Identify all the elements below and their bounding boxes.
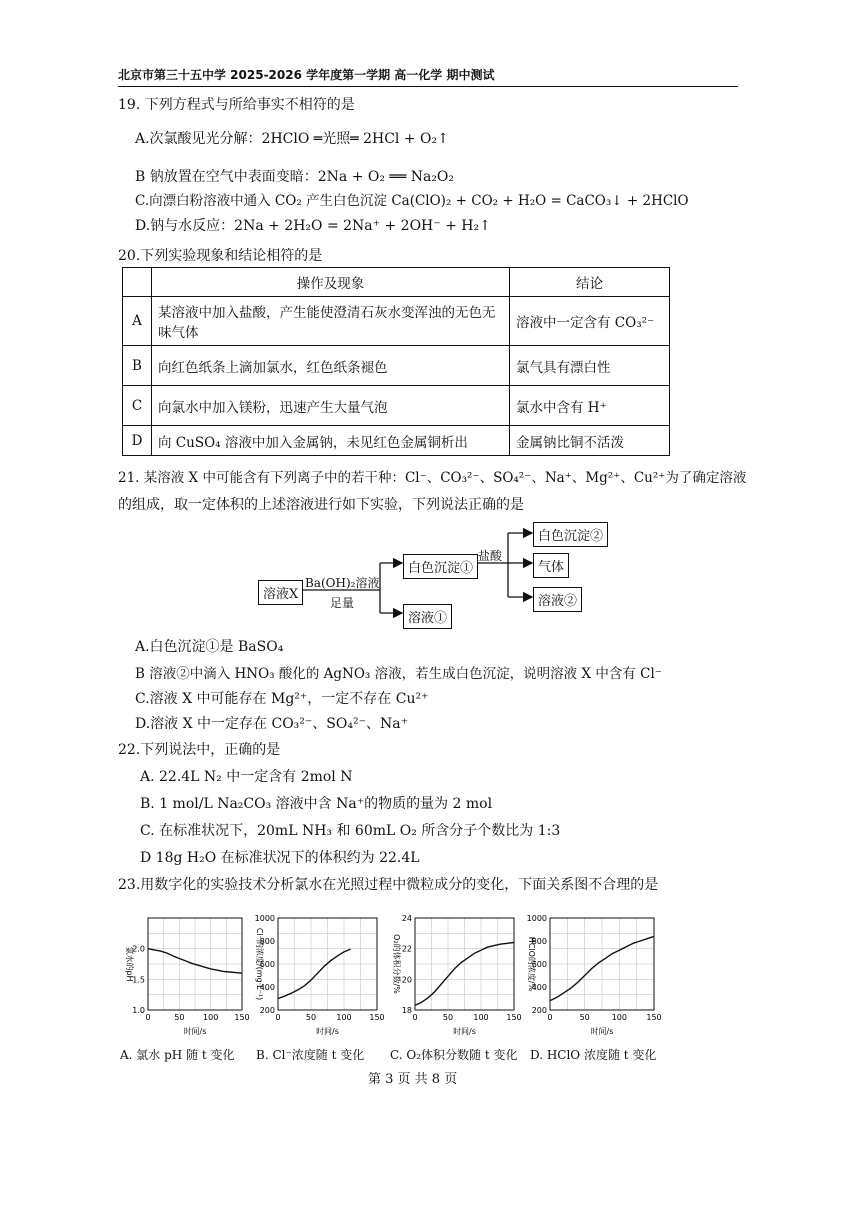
x-axis-label: 时间/s — [590, 1027, 614, 1036]
x-axis-label: 时间/s — [183, 1027, 207, 1036]
y-tick-label: 600 — [259, 960, 275, 969]
flow-precipitate-1: 白色沉淀① — [403, 554, 478, 579]
q22-option-d: D 18g H₂O 在标准状况下的体积约为 22.4L — [140, 850, 420, 866]
x-tick-label: 0 — [145, 1013, 151, 1022]
y-tick-label: 1.5 — [132, 975, 145, 985]
q23-stem: 23.用数字化的实验技术分析氯水在光照过程中微粒成分的变化，下面关系图不合理的是 — [118, 877, 659, 893]
page-footer: 第 3 页 共 8 页 — [368, 1072, 458, 1087]
q21-option-b: B 溶液②中滴入 HNO₃ 酸化的 AgNO₃ 溶液，若生成白色沉淀，说明溶液 X 中含有 Cl⁻ — [135, 666, 662, 682]
q21-option-a: A.白色沉淀①是 BaSO₄ — [135, 639, 284, 655]
chart-caption-b: B. Cl⁻浓度随 t 变化 — [256, 1048, 365, 1062]
y-tick-label: 800 — [259, 937, 275, 946]
y-tick-label: 22 — [401, 944, 412, 954]
q21-option-d: D.溶液 X 中一定存在 CO₃²⁻、SO₄²⁻、Na⁺ — [135, 716, 408, 732]
y-axis-label: HClO的浓度/% — [527, 936, 536, 992]
x-tick-label: 150 — [646, 1013, 662, 1022]
q19-option-b: B 钠放置在空气中表面变暗：2Na + O₂ ══ Na₂O₂ — [135, 169, 455, 185]
q22-stem: 22.下列说法中，正确的是 — [118, 742, 281, 758]
x-tick-label: 100 — [203, 1013, 219, 1022]
x-tick-label: 150 — [369, 1013, 385, 1022]
flow-gas: 气体 — [533, 553, 569, 578]
series-line — [278, 949, 351, 998]
q21-stem-line1: 21. 某溶液 X 中可能含有下列离子中的若干种：Cl⁻、CO₃²⁻、SO₄²⁻、Na⁺、Mg²⁺、Cu²⁺为了确定溶液 — [118, 470, 747, 486]
q21-stem-line2: 的组成，取一定体积的上述溶液进行如下实验，下列说法正确的是 — [118, 497, 524, 513]
flow-reagent-amount: 足量 — [330, 596, 355, 610]
q20-row-conclusion: 氯气具有漂白性 — [510, 346, 670, 386]
x-tick-label: 100 — [336, 1013, 352, 1022]
x-tick-label: 150 — [506, 1013, 522, 1022]
q20-header-op: 操作及现象 — [152, 268, 510, 297]
y-axis-label: O₂的体积分数/% — [392, 934, 401, 994]
q20-row-conclusion: 溶液中一定含有 CO₃²⁻ — [510, 297, 670, 346]
y-tick-label: 1000 — [526, 914, 547, 923]
y-axis-label: Cl⁻的浓度/(mg·L⁻¹) — [255, 927, 264, 1001]
x-tick-label: 50 — [442, 1013, 454, 1022]
chart-chloride — [248, 910, 383, 1040]
y-tick-label: 800 — [531, 937, 547, 946]
y-tick-label: 18 — [401, 1006, 412, 1015]
q20-row-label: A — [123, 297, 152, 346]
y-tick-label: 24 — [401, 914, 412, 923]
x-tick-label: 0 — [412, 1013, 418, 1022]
q20-stem: 20.下列实验现象和结论相符的是 — [118, 248, 323, 264]
y-tick-label: 200 — [259, 1006, 275, 1015]
table-row — [123, 426, 670, 456]
table-row — [123, 346, 670, 386]
q19-option-d: D.钠与水反应：2Na + 2H₂O = 2Na⁺ + 2OH⁻ + H₂↑ — [135, 218, 491, 234]
chart-caption-c: C. O₂体积分数随 t 变化 — [390, 1048, 518, 1062]
flow-reagent-baoh2: Ba(OH)₂溶液 — [305, 576, 380, 590]
q20-row-conclusion: 金属钠比铜不活泼 — [510, 426, 670, 456]
q20-header-conclusion: 结论 — [510, 268, 670, 297]
chart-caption-d: D. HClO 浓度随 t 变化 — [530, 1048, 657, 1062]
x-tick-label: 50 — [579, 1013, 590, 1022]
flow-precipitate-2: 白色沉淀② — [533, 522, 608, 547]
y-tick-label: 2.0 — [132, 944, 145, 954]
header-rule — [118, 86, 738, 87]
chart-ph — [118, 910, 248, 1040]
x-tick-label: 0 — [275, 1013, 281, 1022]
chart-hclo — [520, 910, 660, 1040]
y-tick-label: 1.0 — [132, 1006, 145, 1015]
q20-row-op: 向 CuSO₄ 溶液中加入金属钠，未见红色金属铜析出 — [152, 426, 510, 456]
x-tick-label: 50 — [174, 1013, 185, 1022]
flow-solution-2: 溶液② — [533, 587, 582, 612]
q19-option-c: C.向漂白粉溶液中通入 CO₂ 产生白色沉淀 Ca(ClO)₂ + CO₂ + H₂O = CaCO₃↓ + 2HClO — [135, 193, 689, 209]
q21-option-c: C.溶液 X 中可能存在 Mg²⁺，一定不存在 Cu²⁺ — [135, 691, 429, 707]
x-axis-label: 时间/s — [316, 1027, 339, 1036]
flow-solution-1: 溶液① — [403, 604, 452, 629]
x-axis-label: 时间/s — [453, 1027, 476, 1036]
x-tick-label: 100 — [611, 1013, 627, 1022]
y-tick-label: 1000 — [254, 914, 275, 923]
q19-stem: 19. 下列方程式与所给事实不相符的是 — [118, 97, 355, 113]
q20-row-op: 向氯水中加入镁粉，迅速产生大量气泡 — [152, 386, 510, 426]
y-axis-label: 氯水的pH — [125, 946, 134, 982]
flow-reagent-hcl: 盐酸 — [478, 549, 503, 563]
q22-option-c: C. 在标准状况下，20mL NH₃ 和 60mL O₂ 所含分子个数比为 1:3 — [140, 823, 561, 839]
x-tick-label: 50 — [305, 1013, 317, 1022]
q20-row-label: B — [123, 346, 152, 386]
x-tick-label: 150 — [234, 1013, 250, 1022]
y-tick-label: 200 — [531, 1006, 547, 1015]
table-row — [123, 297, 670, 346]
x-tick-label: 0 — [547, 1013, 553, 1022]
q20-row-op: 某溶液中加入盐酸，产生能使澄清石灰水变浑浊的无色无味气体 — [152, 297, 510, 346]
q20-row-op: 向红色纸条上滴加氯水，红色纸条褪色 — [152, 346, 510, 386]
flow-solution-x: 溶液X — [258, 580, 303, 605]
y-tick-label: 20 — [401, 975, 412, 985]
q20-table — [122, 267, 670, 456]
q20-row-label: D — [123, 426, 152, 456]
y-tick-label: 600 — [531, 960, 547, 969]
x-tick-label: 100 — [473, 1013, 489, 1022]
chart-caption-a: A. 氯水 pH 随 t 变化 — [120, 1048, 235, 1062]
q22-option-b: B. 1 mol/L Na₂CO₃ 溶液中含 Na⁺的物质的量为 2 mol — [140, 796, 493, 812]
q20-row-conclusion: 氯水中含有 H⁺ — [510, 386, 670, 426]
table-row — [123, 386, 670, 426]
q22-option-a: A. 22.4L N₂ 中一定含有 2mol N — [140, 769, 353, 785]
q19-option-a: A.次氯酸见光分解：2HClO ═光照═ 2HCl + O₂↑ — [135, 131, 449, 147]
chart-oxygen — [385, 910, 520, 1040]
page-header: 北京市第三十五中学 2025-2026 学年度第一学期 高一化学 期中测试 — [118, 68, 495, 82]
q20-row-label: C — [123, 386, 152, 426]
y-tick-label: 400 — [259, 983, 275, 992]
y-tick-label: 400 — [531, 983, 547, 992]
